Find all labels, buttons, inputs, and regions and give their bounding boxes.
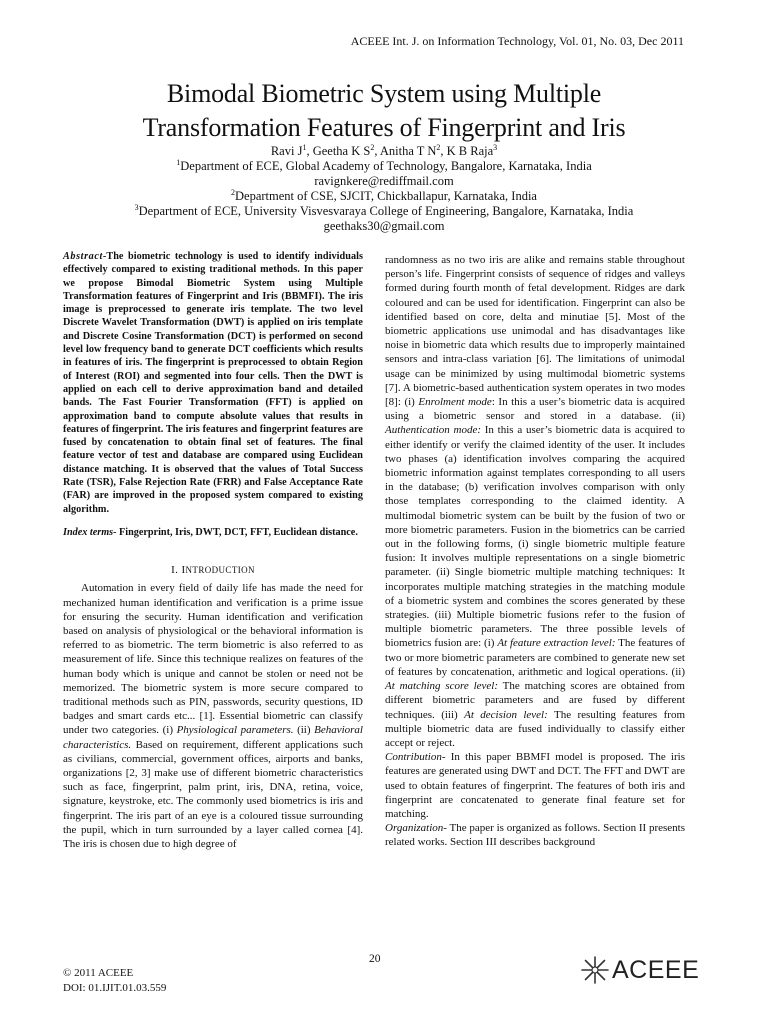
email-1: ravignkere@rediffmail.com [314, 174, 454, 188]
aceee-logo [580, 955, 699, 985]
copyright: © 2011 ACEEE [63, 967, 134, 979]
body-text: : In this a user’s biometric data is acquired using a biometric sensor and stored in a database. (ii) [385, 396, 686, 423]
paper-title [0, 77, 768, 145]
author-list [0, 144, 768, 159]
section-heading-introduction [63, 563, 363, 577]
affiliation-text: Department of ECE, University Visvesvaraya College of Engineering, Bangalore, Karnataka, India [138, 204, 634, 218]
body-text: The matching scores are obtained from different biometric parameters and are fused by different techniques. (iii) [385, 680, 685, 721]
body-italic: At feature extraction level: [497, 637, 616, 650]
body-text: Automation in every field of daily life has made the need for mechanized human identification and verification is a prime issue for ensuring the security. Human identification and verification based on analysis of physiological or the behavioral information is referred to as biometric. The term biometric is also referred to as measurement of life. Since this technique realizes on features of the human body which is unique and cannot be stolen or need not be memorized. The biometric system is more secure compared to traditional methods such as PIN, passwords, security questions, ID badges and smart cards etc... [1]. Essential biometric can classify under two categories. (i) [63, 582, 363, 737]
author-name: Ravi J [270, 144, 303, 158]
body-text: In this a user’s biometric data is acquired to either identify or verify the claimed identity of the user. It includes two phases (a) identification involves comparing the acquired biometric information against templates corresponding to all users in the database; (b) verification involves comparison with only those templates corresponding to the claimed identity. A multimodal biometric system can be built by the fusion of two or more biometric parameters. Fusion in the biometrics can be carried out in the following forms, (i) single biometric multiple feature fusion: It involves multiple representations on a single biometric parameter. (ii) Single biometric multiple matching techniques: It incorporates multiple matching strategies in the matching module of a biometric system and combines the scores generated by these strategies. (iii) Multiple biometric fusions refer to the fusion of multiple biometric parameters. The three possible levels of biometrics fusion are: (i) [385, 424, 685, 650]
affiliation-text: Department of CSE, SJCIT, Chickballapur, Karnataka, India [235, 189, 537, 203]
body-text: The resulting features from multiple biometric data are fused individually to classify either accept or reject. [385, 708, 685, 749]
author-sup: 1 [302, 142, 307, 152]
affiliation-text: Department of ECE, Global Academy of Technology, Bangalore, Karnataka, India [180, 159, 592, 173]
abstract-text: -The biometric technology is used to identify individuals effectively compared to existing traditional methods. In this paper we propose Bimodal Biometric System using Multiple Transformation features of Fingerprint and Iris (BBMFI). The iris image is preprocessed to generate iris template. The two level Discrete Wavelet Transformation (DWT) is applied on iris template and Discrete Cosine Transformation (DCT) is performed on second level low frequency band to generate DCT coefficients which results in features of iris. The fingerprint is preprocessed to obtain Region of Interest (ROI) and segmented into four cells. Then the DWT is applied on each cell to derive approximation band and detailed bands. The Fast Fourier Transformation (FFT) is applied on approximation band to compute absolute values that results in features of fingerprint. The iris features and fingerprint features are fused by concatenation to obtain final set of features. The final feature vector of test and database are compared using Euclidean distance matching. It is observed that the values of Total Success Rate (TSR), False Rejection Rate (FRR) and False Acceptance Rate (FAR) are improved in the proposed system compared to existing algorithm. [63, 251, 363, 515]
title-line-2: Transformation Features of Fingerprint and Iris [142, 113, 626, 142]
author-name: Anitha T N [379, 144, 437, 158]
left-column [63, 250, 363, 851]
section-numeral: I. I [171, 564, 186, 577]
author-block [0, 144, 768, 234]
body-text: randomness as no two iris are alike and remains stable throughout person’s life. Fingerprint consists of sequence of ridges and valleys formed during fourth month of fetal development. Ridges are dark coloured and can be used for identification. Fingerprint can also be identified based on core, delta and minutiae [5]. Most of the biometric applications use unimodal and has disadvantages like noise in biometric data which results due to improperly maintained sensors and intra-class variation [6]. The limitations of unimodal usage can be minimized by using multimodal biometric systems [7]. A biometric-based authentication system operates in two modes [8]: (i) [385, 254, 685, 409]
author-sup: 2 [370, 142, 375, 152]
author-sep: , [440, 144, 447, 158]
body-paragraph-continued [385, 253, 685, 750]
author-name: Geetha K S [312, 144, 371, 158]
right-column [385, 253, 685, 850]
body-italic: Enrolment mode [418, 396, 492, 409]
email-3: geethaks30@gmail.com [323, 219, 445, 233]
affiliation-2 [0, 189, 768, 204]
abstract-label: Abstract [63, 251, 103, 262]
author-name: K B Raja [446, 144, 494, 158]
contribution-label: Contribution- [385, 751, 446, 764]
index-terms [63, 526, 363, 539]
journal-header: ACEEE Int. J. on Information Technology, Vol. 01, No. 03, Dec 2011 [350, 34, 684, 48]
logo-text: ACEEE [612, 955, 700, 984]
doi: DOI: 01.IJIT.01.03.559 [63, 982, 167, 994]
contribution-paragraph [385, 750, 685, 821]
affiliation-sup: 1 [176, 157, 181, 167]
index-terms-label: Index terms- [63, 526, 117, 538]
title-line-1: Bimodal Biometric System using Multiple [166, 79, 602, 108]
aceee-star-logo-icon [580, 955, 610, 985]
introduction-paragraph [63, 581, 363, 851]
body-italic: Behavioral characteristics. [63, 724, 363, 751]
author-sep: , [374, 144, 380, 158]
footer-left [63, 966, 166, 996]
affiliation-sup: 2 [231, 187, 236, 197]
affiliation-1 [0, 159, 768, 174]
organization-label: Organization- [385, 822, 447, 835]
abstract [63, 250, 363, 516]
body-text: In this paper BBMFI model is proposed. The iris features are generated using DWT and DCT. The FFT and DWT are used to obtain features of fingerprint. The features of both iris and fingerprint are concatenated to generate final feature set for matching. [385, 751, 685, 820]
body-text: Based on requirement, different applications such as civilians, commercial, government offices, airports and banks, organizations [2, 3] make use of different biometric characteristics such as face, fingerprint, palm print, iris, DNA, retina, voice, signature, keystroke, etc. The commonly used biometrics is iris and fingerprint. The iris part of an eye is a coloured tissue surrounding the pupil, which in turn surrounded by a layer called cornea [4]. The iris is chosen due to high degree of [63, 738, 363, 851]
body-italic: At decision level: [464, 708, 548, 721]
organization-paragraph [385, 821, 685, 849]
body-text: The features of two or more biometric parameters are combined to generate new set of features by concatenation, arithmetic and logical operations. (ii) [385, 637, 685, 678]
page-number: 20 [369, 953, 381, 965]
body-text: The paper is organized as follows. Section II presents related works. Section III describes background [385, 822, 685, 849]
body-italic: Authentication mode: [385, 424, 482, 437]
body-italic: Physiological parameters. [176, 724, 294, 737]
section-title-smallcaps: NTRODUCTION [185, 565, 255, 576]
body-text: (ii) [293, 724, 315, 737]
body-italic: At matching score level: [385, 680, 499, 693]
affiliation-3 [0, 204, 768, 219]
index-terms-text: Fingerprint, Iris, DWT, DCT, FFT, Euclidean distance. [116, 526, 358, 538]
author-sup: 3 [493, 142, 498, 152]
affiliation-sup: 3 [134, 202, 139, 212]
author-sep: , [306, 144, 313, 158]
author-sup: 2 [436, 142, 441, 152]
